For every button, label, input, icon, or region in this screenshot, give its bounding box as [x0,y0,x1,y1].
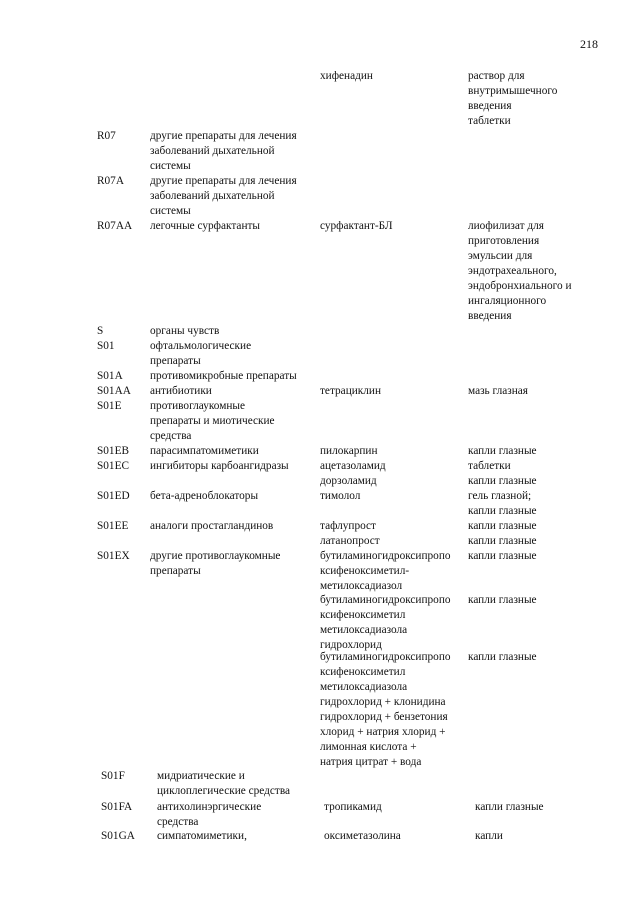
cell-code: S [97,325,104,337]
cell-form: гель глазной; капли глазные [468,490,537,517]
cell-code: S01E [97,400,122,412]
cell-drug: бутиламиногидроксипропо ксифеноксиметил метилоксадиазола гидрохлорид + клонидина гидрохлорид + бензетония хлорид + натрия хлорид + лимонная кислота + натрия цитрат + вода [320,651,451,768]
cell-form: капли [475,830,503,842]
cell-code: S01 [97,340,115,352]
cell-code: S01A [97,370,123,382]
cell-code: S01GA [101,830,135,842]
cell-name: другие препараты для лечения заболеваний дыхательной системы [150,130,297,172]
cell-form: раствор для внутримышечного введения таблетки [468,70,558,127]
cell-form: капли глазные [468,651,537,663]
cell-drug: хифенадин [320,70,373,82]
cell-name: другие противоглаукомные препараты [150,550,281,577]
cell-form: капли глазные [468,445,537,457]
cell-name: ингибиторы карбоангидразы [150,460,289,472]
cell-code: S01FA [101,801,133,813]
cell-form: капли глазные [468,475,537,487]
cell-form: капли глазные [468,594,537,606]
cell-drug: оксиметазолина [324,830,401,842]
cell-drug: дорзоламид [320,475,377,487]
cell-code: S01EB [97,445,130,457]
cell-drug: пилокарпин [320,445,378,457]
cell-drug: латанопрост [320,535,380,547]
cell-drug: бутиламиногидроксипропо ксифеноксиметил- метилоксадиазол [320,550,451,592]
cell-name: аналоги простагландинов [150,520,274,532]
cell-name: другие препараты для лечения заболеваний дыхательной системы [150,175,297,217]
page-number: 218 [580,37,598,51]
cell-code: R07A [97,175,124,187]
cell-name: противоглаукомные препараты и миотические средства [150,400,275,442]
cell-drug: сурфактант-БЛ [320,220,393,232]
cell-name: парасимпатомиметики [150,445,259,457]
cell-form: таблетки [468,460,511,472]
cell-code: R07AA [97,220,133,232]
cell-code: S01AA [97,385,131,397]
cell-code: S01F [101,770,125,782]
cell-form: мазь глазная [468,385,528,397]
cell-drug: ацетазоламид [320,460,386,472]
cell-name: офтальмологические препараты [150,340,252,367]
cell-code: S01EC [97,460,130,472]
cell-form: капли глазные [475,801,544,813]
cell-drug: тафлупрост [320,520,376,532]
cell-code: S01EX [97,550,130,562]
cell-name: противомикробные препараты [150,370,297,382]
cell-code: S01EE [97,520,129,532]
cell-form: лиофилизат для приготовления эмульсии для эндотрахеального, эндобронхиального и ингаляционного введения [468,220,572,322]
cell-name: бета-адреноблокаторы [150,490,259,502]
cell-name: мидриатические и циклоплегические средства [157,770,291,797]
cell-name: органы чувств [150,325,220,337]
cell-drug: тетрациклин [320,385,381,397]
cell-code: R07 [97,130,116,142]
cell-name: легочные сурфактанты [150,220,261,232]
cell-name: антибиотики [150,385,212,397]
cell-name: антихолинэргические средства [157,801,262,828]
cell-name: симпатомиметики, [157,830,247,842]
cell-form: капли глазные [468,520,537,532]
cell-form: капли глазные [468,535,537,547]
cell-drug: тимолол [320,490,361,502]
cell-form: капли глазные [468,550,537,562]
cell-drug: тропикамид [324,801,382,813]
cell-drug: бутиламиногидроксипропо ксифеноксиметил метилоксадиазола гидрохлорид [320,594,451,651]
cell-code: S01ED [97,490,130,502]
